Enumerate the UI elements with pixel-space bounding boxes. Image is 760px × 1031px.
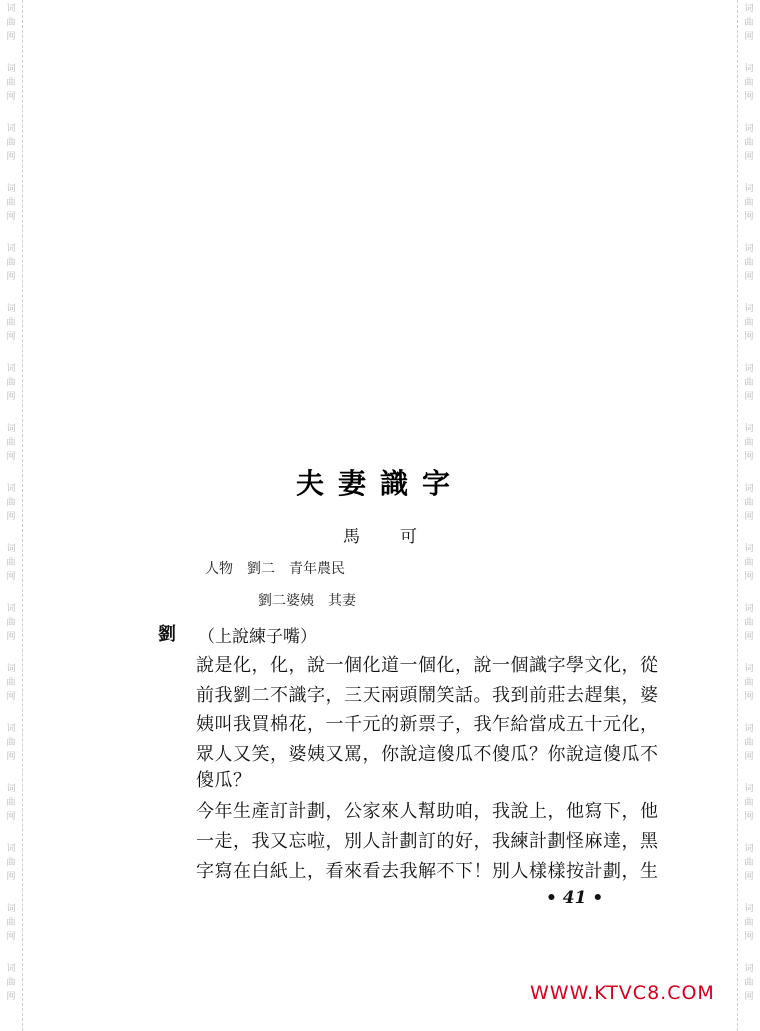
dialogue-line: 前我劉二不識字，三天兩頭鬧笑話。我到前莊去趕集，婆 xyxy=(196,685,659,706)
dialogue-line: 說是化，化，說一個化道一個化，說一個識字學文化，從 xyxy=(196,655,659,676)
watermark-glyph: 曲 xyxy=(744,78,754,88)
watermark-glyph-group xyxy=(2,842,20,884)
watermark-glyph: 曲 xyxy=(744,798,754,808)
watermark-glyph: 网 xyxy=(6,332,16,342)
watermark-glyph: 曲 xyxy=(6,18,16,28)
site-link[interactable]: WWW.KTVC8.COM xyxy=(530,982,715,1004)
watermark-glyph: 曲 xyxy=(744,918,754,928)
watermark-glyph: 词 xyxy=(744,124,754,134)
watermark-glyph-group xyxy=(740,362,758,404)
right-watermark-strip xyxy=(737,0,760,1031)
watermark-glyph: 词 xyxy=(6,124,16,134)
watermark-glyph: 曲 xyxy=(744,138,754,148)
watermark-glyph: 曲 xyxy=(6,438,16,448)
watermark-glyph: 网 xyxy=(744,752,754,762)
watermark-glyph: 词 xyxy=(6,4,16,14)
watermark-glyph-group xyxy=(740,902,758,944)
watermark-glyph: 词 xyxy=(6,904,16,914)
watermark-glyph: 词 xyxy=(6,784,16,794)
watermark-glyph: 词 xyxy=(744,364,754,374)
watermark-glyph: 词 xyxy=(744,184,754,194)
watermark-glyph: 网 xyxy=(6,572,16,582)
watermark-glyph: 网 xyxy=(744,992,754,1002)
watermark-glyph: 词 xyxy=(744,844,754,854)
left-watermark-strip xyxy=(0,0,23,1031)
watermark-glyph: 曲 xyxy=(744,378,754,388)
watermark-glyph: 网 xyxy=(6,212,16,222)
watermark-glyph: 曲 xyxy=(6,918,16,928)
watermark-glyph: 词 xyxy=(744,4,754,14)
watermark-glyph: 曲 xyxy=(744,498,754,508)
watermark-glyph-group xyxy=(740,422,758,464)
watermark-glyph: 曲 xyxy=(744,318,754,328)
watermark-glyph: 曲 xyxy=(6,558,16,568)
watermark-glyph: 词 xyxy=(6,244,16,254)
watermark-glyph-group xyxy=(2,242,20,284)
watermark-glyph-group xyxy=(2,902,20,944)
watermark-glyph: 词 xyxy=(744,484,754,494)
watermark-glyph: 词 xyxy=(6,544,16,554)
watermark-glyph: 网 xyxy=(744,512,754,522)
watermark-glyph: 网 xyxy=(744,452,754,462)
watermark-glyph: 词 xyxy=(744,664,754,674)
watermark-glyph: 词 xyxy=(6,424,16,434)
watermark-glyph: 网 xyxy=(6,872,16,882)
watermark-glyph-group xyxy=(2,602,20,644)
watermark-glyph: 曲 xyxy=(744,678,754,688)
watermark-glyph: 词 xyxy=(6,604,16,614)
watermark-glyph: 曲 xyxy=(6,678,16,688)
watermark-glyph: 网 xyxy=(6,992,16,1002)
watermark-glyph-group xyxy=(2,962,20,1004)
stage-direction: （上說練子嘴） xyxy=(198,627,317,647)
author-name: 馬可 xyxy=(343,527,457,547)
watermark-glyph: 词 xyxy=(6,844,16,854)
watermark-glyph: 曲 xyxy=(6,378,16,388)
watermark-glyph: 词 xyxy=(744,244,754,254)
watermark-glyph: 曲 xyxy=(6,198,16,208)
watermark-glyph-group xyxy=(740,62,758,104)
watermark-glyph: 词 xyxy=(744,544,754,554)
watermark-glyph-group xyxy=(2,62,20,104)
watermark-glyph: 曲 xyxy=(744,558,754,568)
watermark-glyph-group xyxy=(740,962,758,1004)
watermark-glyph-group xyxy=(740,182,758,224)
watermark-glyph-group xyxy=(740,782,758,824)
watermark-glyph: 网 xyxy=(6,932,16,942)
watermark-glyph-group xyxy=(740,662,758,704)
watermark-glyph-group xyxy=(2,2,20,44)
watermark-glyph: 网 xyxy=(6,272,16,282)
watermark-glyph-group xyxy=(2,722,20,764)
watermark-glyph: 曲 xyxy=(6,798,16,808)
watermark-glyph: 网 xyxy=(6,392,16,402)
watermark-glyph: 曲 xyxy=(744,738,754,748)
watermark-glyph-group xyxy=(2,182,20,224)
watermark-glyph-group xyxy=(740,842,758,884)
watermark-glyph-group xyxy=(2,542,20,584)
dialogue-line: 今年生產訂計劃，公家來人幫助咱，我說上，他寫下，他 xyxy=(196,801,659,822)
watermark-glyph: 词 xyxy=(744,784,754,794)
watermark-glyph: 曲 xyxy=(6,738,16,748)
dialogue-line: 字寫在白紙上，看來看去我解不下！別人樣樣按計劃，生 xyxy=(196,861,659,882)
watermark-glyph: 网 xyxy=(6,152,16,162)
watermark-glyph: 网 xyxy=(744,152,754,162)
watermark-glyph: 曲 xyxy=(6,318,16,328)
watermark-glyph: 网 xyxy=(744,332,754,342)
watermark-glyph: 网 xyxy=(6,452,16,462)
watermark-glyph-group xyxy=(740,302,758,344)
watermark-glyph: 词 xyxy=(744,604,754,614)
watermark-glyph: 词 xyxy=(6,664,16,674)
watermark-glyph: 曲 xyxy=(6,498,16,508)
watermark-glyph: 曲 xyxy=(744,438,754,448)
watermark-glyph: 网 xyxy=(744,812,754,822)
watermark-glyph: 网 xyxy=(6,32,16,42)
watermark-glyph: 曲 xyxy=(6,858,16,868)
watermark-glyph: 曲 xyxy=(6,618,16,628)
watermark-glyph: 词 xyxy=(744,964,754,974)
dialogue-line: 傻瓜？ xyxy=(196,770,252,791)
watermark-glyph: 网 xyxy=(744,692,754,702)
watermark-glyph-group xyxy=(740,722,758,764)
watermark-glyph: 网 xyxy=(6,632,16,642)
watermark-glyph: 曲 xyxy=(6,978,16,988)
watermark-glyph: 网 xyxy=(744,632,754,642)
watermark-glyph: 曲 xyxy=(744,978,754,988)
watermark-glyph-group xyxy=(740,602,758,644)
dialogue-line: 一走，我又忘啦，別人計劃訂的好，我練計劃怪麻達，黑 xyxy=(196,831,659,852)
page-number: • 41 • xyxy=(546,888,604,908)
watermark-glyph-group xyxy=(740,242,758,284)
watermark-glyph: 网 xyxy=(744,572,754,582)
watermark-glyph: 曲 xyxy=(744,858,754,868)
dialogue-line: 眾人又笑，婆姨又罵，你說這傻瓜不傻瓜？你說這傻瓜不 xyxy=(196,744,659,765)
watermark-glyph: 曲 xyxy=(744,18,754,28)
watermark-glyph: 词 xyxy=(744,724,754,734)
watermark-glyph: 曲 xyxy=(744,258,754,268)
watermark-glyph: 网 xyxy=(744,932,754,942)
watermark-glyph: 网 xyxy=(744,212,754,222)
watermark-glyph: 词 xyxy=(6,64,16,74)
watermark-glyph: 网 xyxy=(744,92,754,102)
watermark-glyph-group xyxy=(2,422,20,464)
watermark-glyph-group xyxy=(740,542,758,584)
watermark-glyph: 网 xyxy=(744,32,754,42)
watermark-glyph: 网 xyxy=(6,92,16,102)
watermark-glyph-group xyxy=(2,782,20,824)
watermark-glyph: 网 xyxy=(6,752,16,762)
watermark-glyph: 词 xyxy=(6,184,16,194)
watermark-glyph: 曲 xyxy=(6,138,16,148)
watermark-glyph: 词 xyxy=(744,64,754,74)
watermark-glyph: 网 xyxy=(6,512,16,522)
watermark-glyph: 词 xyxy=(6,964,16,974)
watermark-glyph: 曲 xyxy=(6,258,16,268)
play-title: 夫妻識字 xyxy=(295,467,464,500)
watermark-glyph-group xyxy=(2,662,20,704)
speaker-name: 劉 xyxy=(158,624,176,645)
watermark-glyph-group xyxy=(2,362,20,404)
watermark-glyph: 词 xyxy=(744,304,754,314)
watermark-glyph: 词 xyxy=(6,484,16,494)
cast-list-line-2: 劉二婆姨 其妻 xyxy=(258,593,356,609)
watermark-glyph: 曲 xyxy=(6,78,16,88)
watermark-glyph: 词 xyxy=(744,424,754,434)
watermark-glyph: 曲 xyxy=(744,198,754,208)
watermark-glyph: 词 xyxy=(6,364,16,374)
cast-list-line-1: 人物 劉二 青年農民 xyxy=(205,561,345,577)
watermark-glyph-group xyxy=(740,2,758,44)
watermark-glyph: 曲 xyxy=(744,618,754,628)
watermark-glyph-group xyxy=(740,122,758,164)
watermark-glyph: 网 xyxy=(744,272,754,282)
watermark-glyph: 网 xyxy=(744,392,754,402)
watermark-glyph-group xyxy=(2,302,20,344)
watermark-glyph: 网 xyxy=(6,812,16,822)
dialogue-line: 姨叫我買棉花，一千元的新票子，我乍給當成五十元化， xyxy=(196,714,659,735)
watermark-glyph-group xyxy=(2,122,20,164)
watermark-glyph: 词 xyxy=(6,724,16,734)
watermark-glyph: 网 xyxy=(744,872,754,882)
watermark-glyph: 词 xyxy=(6,304,16,314)
watermark-glyph: 词 xyxy=(744,904,754,914)
watermark-glyph: 网 xyxy=(6,692,16,702)
